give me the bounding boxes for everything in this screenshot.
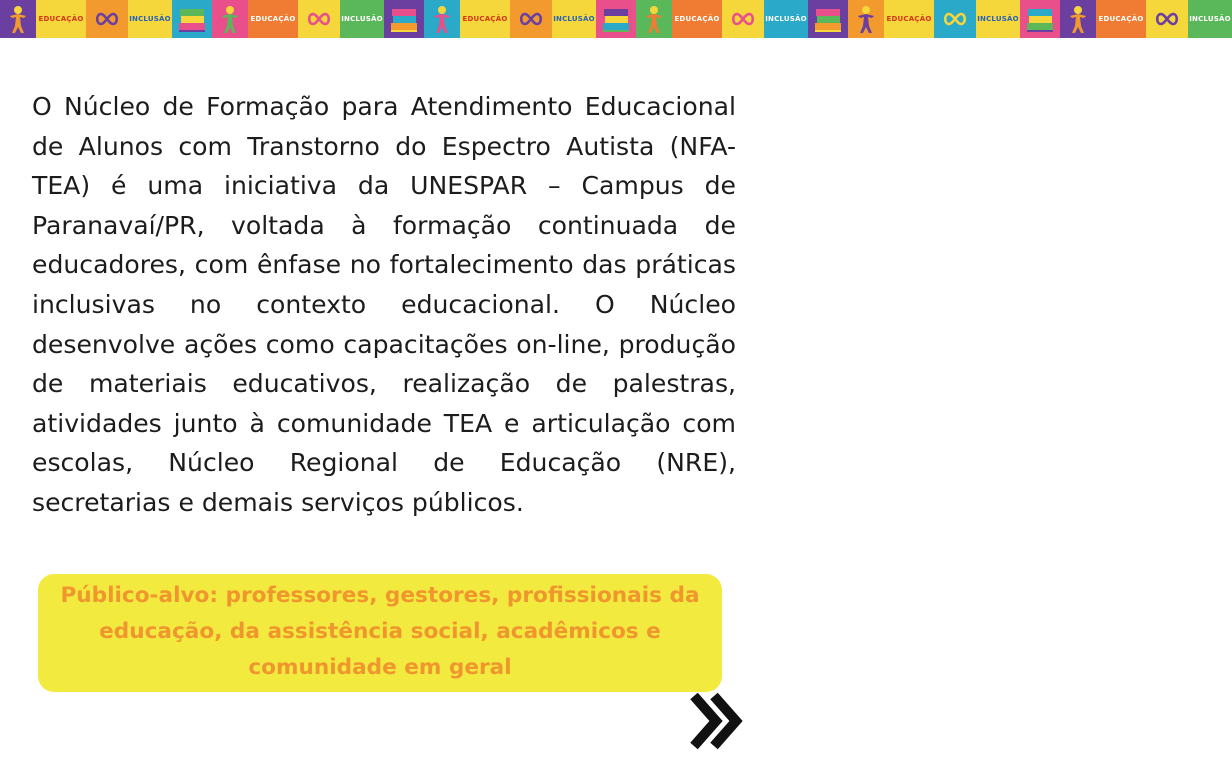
banner-label-inclusao: INCLUSÃO xyxy=(553,15,595,23)
banner-label-inclusao: INCLUSÃO xyxy=(129,15,171,23)
double-chevron-right-icon[interactable] xyxy=(688,690,744,752)
banner-tile-inclusao xyxy=(128,0,172,38)
banner-tile-educacao xyxy=(672,0,722,38)
infinity-icon xyxy=(510,0,552,38)
books-icon xyxy=(596,0,636,38)
banner-tile-educacao xyxy=(460,0,510,38)
decorative-banner xyxy=(0,0,1231,38)
description-paragraph: O Núcleo de Formação para Atendimento Educacional de Alunos com Transtorno do Espectro Autista (NFA-TEA) é uma iniciativa da UNESPAR – Campus de Paranavaí/PR, voltada à formação continuada de educadores, com ênfase no fortalecimento das práticas inclusivas no contexto educacional. O Núcleo desenvolve ações como capacitações on-line, produção de materiais educativos, realização de palestras, atividades junto à comunidade TEA e articulação com escolas, Núcleo Regional de Educação (NRE), secretarias e demais serviços públicos. xyxy=(32,92,736,517)
infinity-icon xyxy=(934,0,976,38)
banner-tile-inclusao xyxy=(340,0,384,38)
children-figure-icon xyxy=(424,0,460,38)
banner-label-educacao: EDUCAÇÃO xyxy=(674,15,720,23)
books-icon xyxy=(1020,0,1060,38)
books-icon xyxy=(172,0,212,38)
banner-label-inclusao: INCLUSÃO xyxy=(1189,15,1231,23)
banner-label-inclusao: INCLUSÃO xyxy=(765,15,807,23)
banner-tile-educacao xyxy=(248,0,298,38)
banner-tile-educacao xyxy=(884,0,934,38)
infinity-icon xyxy=(1146,0,1188,38)
children-figure-icon xyxy=(0,0,36,38)
banner-label-educacao: EDUCAÇÃO xyxy=(38,15,84,23)
children-figure-icon xyxy=(848,0,884,38)
banner-label-educacao: EDUCAÇÃO xyxy=(462,15,508,23)
banner-tile-inclusao xyxy=(552,0,596,38)
children-figure-icon xyxy=(212,0,248,38)
children-figure-icon xyxy=(636,0,672,38)
banner-label-educacao: EDUCAÇÃO xyxy=(886,15,932,23)
banner-label-inclusao: INCLUSÃO xyxy=(341,15,383,23)
banner-label-educacao: EDUCAÇÃO xyxy=(250,15,296,23)
books-icon xyxy=(384,0,424,38)
infinity-icon xyxy=(298,0,340,38)
banner-tile-inclusao xyxy=(976,0,1020,38)
banner-tile-inclusao xyxy=(1188,0,1232,38)
banner-label-inclusao: INCLUSÃO xyxy=(977,15,1019,23)
banner-label-educacao: EDUCAÇÃO xyxy=(1098,15,1144,23)
banner-tile-educacao xyxy=(1096,0,1146,38)
books-icon xyxy=(808,0,848,38)
children-figure-icon xyxy=(1060,0,1096,38)
infinity-icon xyxy=(86,0,128,38)
banner-tile-educacao xyxy=(36,0,86,38)
banner-tile-inclusao xyxy=(764,0,808,38)
audience-text: Público-alvo: professores, gestores, profissionais da educação, da assistência social, acadêmicos e comunidade em geral xyxy=(60,583,700,680)
infinity-icon xyxy=(722,0,764,38)
